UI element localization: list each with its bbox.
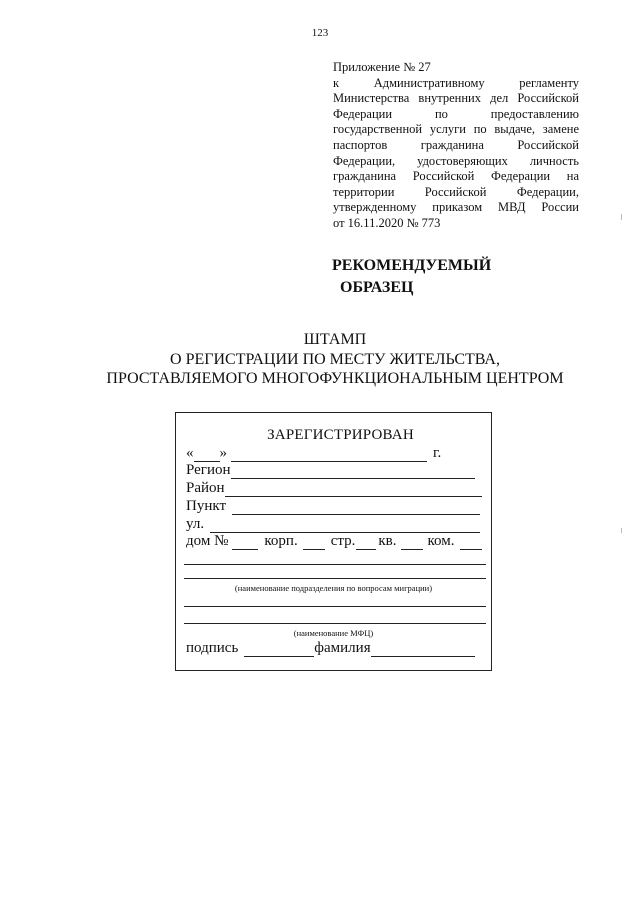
scan-mark xyxy=(621,528,622,533)
appendix-line: гражданина Российской Федерации на xyxy=(333,169,579,184)
day-blank xyxy=(194,447,220,462)
scan-mark xyxy=(621,214,622,220)
sample-label-line2: ОБРАЗЕЦ xyxy=(340,279,414,296)
document-heading xyxy=(0,330,640,389)
district-row xyxy=(186,480,482,497)
date-close-quote: » xyxy=(219,445,227,461)
room-blank xyxy=(460,535,482,550)
appendix-line: территории Российской Федерации, xyxy=(333,184,579,199)
building-blank xyxy=(303,535,325,550)
house-row xyxy=(186,533,482,550)
region-label: Регион xyxy=(186,462,231,478)
appendix-line: государственной услуги по выдаче, замене xyxy=(333,122,579,137)
appendix-line: Приложение № 27 xyxy=(333,60,431,74)
migration-unit-line xyxy=(184,578,486,579)
date-open-quote: « xyxy=(186,445,194,461)
street-row xyxy=(186,516,480,533)
signature-blank xyxy=(244,642,314,657)
year-suffix: г. xyxy=(433,445,442,461)
region-row xyxy=(186,462,475,479)
district-blank xyxy=(225,482,482,497)
street-blank xyxy=(210,518,480,533)
district-label: Район xyxy=(186,480,225,496)
locality-label: Пункт xyxy=(186,498,227,514)
structure-label: стр. xyxy=(330,533,356,549)
page-number: 123 xyxy=(311,27,329,39)
apartment-label: кв. xyxy=(378,533,397,549)
registration-stamp xyxy=(175,412,492,671)
recommended-sample-label xyxy=(332,255,491,299)
structure-blank xyxy=(356,535,376,550)
blank-line xyxy=(184,564,486,565)
building-label: корп. xyxy=(264,533,298,549)
house-blank xyxy=(232,535,258,550)
appendix-line: Федерации, удостоверяющих личность xyxy=(333,153,579,168)
heading-line3: ПРОСТАВЛЯЕМОГО МНОГОФУНКЦИОНАЛЬНЫМ ЦЕНТРОМ xyxy=(106,370,564,387)
appendix-line: Федерации по предоставлению xyxy=(333,106,579,121)
house-label: дом № xyxy=(186,533,229,549)
sample-label-line1: РЕКОМЕНДУЕМЫЙ xyxy=(332,257,492,274)
surname-blank xyxy=(371,642,475,657)
blank-line xyxy=(184,606,486,607)
appendix-line: от 16.11.2020 № 773 xyxy=(333,215,441,230)
date-row xyxy=(186,445,441,462)
appendix-line: к Административному регламенту xyxy=(333,75,579,90)
migration-unit-caption: (наименование подразделения по вопросам миграции) xyxy=(234,583,433,593)
region-blank xyxy=(231,464,475,479)
appendix-line: утвержденному приказом МВД России xyxy=(333,200,579,215)
stamp-title: ЗАРЕГИСТРИРОВАН xyxy=(267,427,414,443)
signature-row xyxy=(186,640,475,657)
mfc-caption: (наименование МФЦ) xyxy=(293,628,374,638)
mfc-name-line xyxy=(184,623,486,624)
appendix-line: Министерства внутренних дел Российской xyxy=(333,91,579,106)
street-label: ул. xyxy=(186,516,205,532)
heading-line1: ШТАМП xyxy=(303,331,367,348)
locality-row xyxy=(186,498,480,515)
heading-line2: О РЕГИСТРАЦИИ ПО МЕСТУ ЖИТЕЛЬСТВА, xyxy=(170,350,500,368)
appendix-note xyxy=(333,60,579,232)
apartment-blank xyxy=(401,535,423,550)
appendix-line: паспортов гражданина Российской xyxy=(333,137,579,152)
month-year-blank xyxy=(231,447,427,462)
surname-label: фамилия xyxy=(314,640,371,656)
locality-blank xyxy=(232,500,480,515)
room-label: ком. xyxy=(427,533,455,549)
signature-label: подпись xyxy=(186,640,239,656)
